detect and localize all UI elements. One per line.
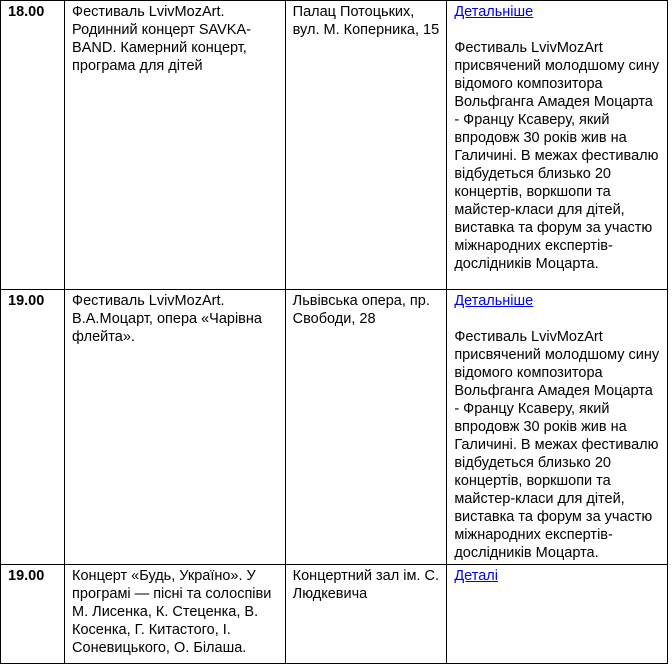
details-link[interactable]: Детальніше (454, 293, 534, 309)
event-row (1, 1, 668, 290)
event-time: 19.00 (1, 565, 65, 664)
event-time: 18.00 (1, 1, 65, 290)
event-info (447, 290, 668, 565)
event-description: Фестиваль LvivMozArt присвячений молодшому сину відомого композитора Вольфганга Амадея Моцарта - Францу Ксаверу, який впродовж 30 років жив на Галичині. В межах фестивалю відбудеться близько 20 концертів, воркшопи та майстер-класи для дітей, виставка та форум за участю міжнародних експертів-дослідників Моцарта. (454, 329, 660, 561)
event-place: Палац Потоцьких, вул. М. Коперника, 15 (285, 1, 447, 290)
event-info (447, 1, 668, 290)
event-info (447, 565, 668, 664)
event-title: Фестиваль LvivMozArt. Родинний концерт SAVKA-BAND. Камерний концерт, програма для дітей (65, 1, 286, 290)
event-description: Фестиваль LvivMozArt присвячений молодшому сину відомого композитора Вольфганга Амадея Моцарта - Францу Ксаверу, який впродовж 30 років жив на Галичині. В межах фестивалю відбудеться близько 20 концертів, воркшопи та майстер-класи для дітей, виставка та форум за участю міжнародних експертів-дослідників Моцарта. (454, 40, 660, 272)
details-link[interactable]: Деталі (454, 568, 498, 584)
event-title: Фестиваль LvivMozArt. В.А.Моцарт, опера «Чарівна флейта». (65, 290, 286, 565)
event-place: Львівська опера, пр. Свободи, 28 (285, 290, 447, 565)
event-place: Концертний зал ім. С. Людкевича (285, 565, 447, 664)
event-row (1, 565, 668, 664)
event-title: Концерт «Будь, Україно». У програмі — пісні та солоспіви М. Лисенка, К. Стеценка, В. Косенка, Г. Китастого, І. Соневицького, О. Білаша. (65, 565, 286, 664)
event-time: 19.00 (1, 290, 65, 565)
details-link[interactable]: Детальніше (454, 4, 534, 20)
event-row (1, 290, 668, 565)
